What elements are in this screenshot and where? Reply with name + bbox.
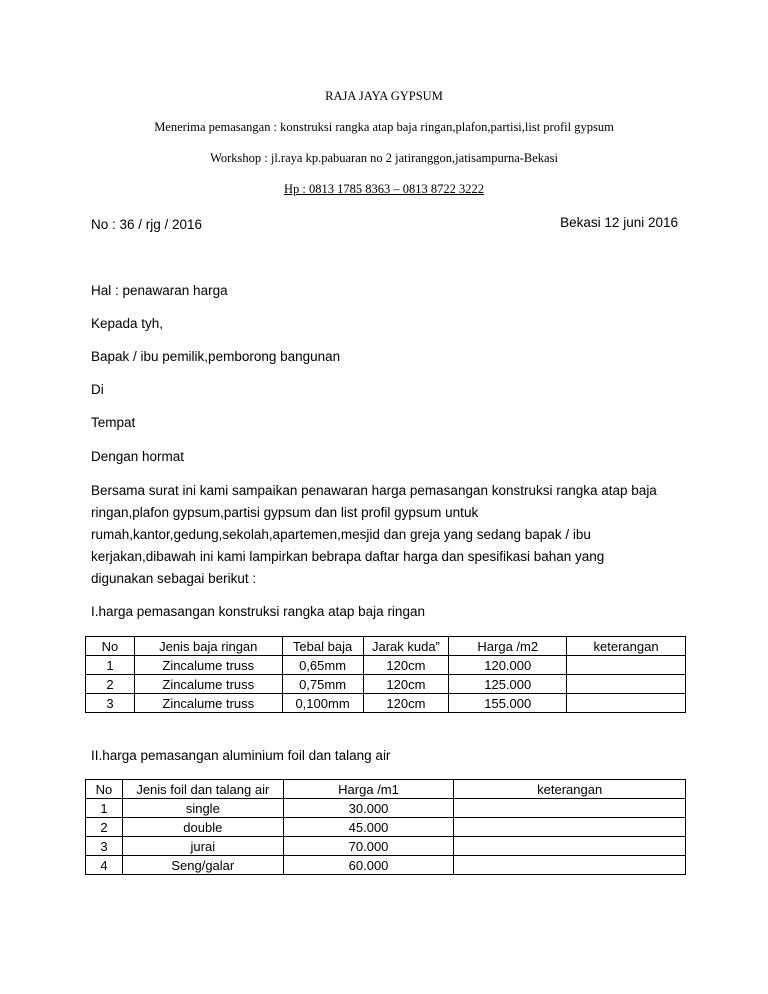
cell: 60.000 — [283, 856, 454, 875]
cell: single — [122, 799, 283, 818]
header-cell: Jenis baja ringan — [134, 637, 282, 656]
company-name: RAJA JAYA GYPSUM — [325, 89, 443, 103]
body-line: rumah,kantor,gedung,sekolah,apartemen,mesjid dan greja yang sedang bapak / ibu — [91, 527, 591, 542]
header-cell: Harga /m2 — [449, 637, 567, 656]
cell: 0,100mm — [282, 694, 363, 713]
cell: 45.000 — [283, 818, 454, 837]
cell — [567, 694, 686, 713]
table-row — [86, 675, 686, 694]
header-cell: Tebal baja — [282, 637, 363, 656]
cell: jurai — [122, 837, 283, 856]
cell: Zincalume truss — [134, 656, 282, 675]
workshop-address: Workshop : jl.raya kp.pabuaran no 2 jatiranggon,jatisampurna-Bekasi — [210, 151, 558, 165]
cell: 2 — [86, 675, 135, 694]
header-cell: Jarak kuda” — [363, 637, 449, 656]
letter-subject: Hal : penawaran harga — [91, 283, 228, 298]
section2-title: II.harga pemasangan aluminium foil dan talang air — [91, 748, 391, 763]
header-cell: keterangan — [454, 780, 686, 799]
table-row — [86, 656, 686, 675]
table-header-row — [86, 780, 686, 799]
table-row — [86, 837, 686, 856]
cell: 70.000 — [283, 837, 454, 856]
table-row — [86, 799, 686, 818]
cell — [454, 837, 686, 856]
header-cell: No — [86, 780, 123, 799]
table-header-row — [86, 637, 686, 656]
cell: Zincalume truss — [134, 694, 282, 713]
cell — [567, 656, 686, 675]
letter-recipient: Bapak / ibu pemilik,pemborong bangunan — [91, 349, 341, 364]
table-row — [86, 694, 686, 713]
cell: Zincalume truss — [134, 675, 282, 694]
cell: 155.000 — [449, 694, 567, 713]
letter-greeting: Dengan hormat — [91, 449, 185, 464]
header-cell: keterangan — [567, 637, 686, 656]
cell: 2 — [86, 818, 123, 837]
table-row — [86, 856, 686, 875]
cell: 120cm — [363, 694, 449, 713]
price-table-foil — [85, 779, 686, 875]
cell: 1 — [86, 799, 123, 818]
cell: 0,75mm — [282, 675, 363, 694]
cell: 3 — [86, 694, 135, 713]
phone-numbers: Hp : 0813 1785 8363 – 0813 8722 3222 — [284, 182, 484, 196]
cell: 125.000 — [449, 675, 567, 694]
cell: 120cm — [363, 656, 449, 675]
letter-to: Kepada tyh, — [91, 316, 164, 331]
company-services: Menerima pemasangan : konstruksi rangka atap baja ringan,plafon,partisi,list profil gypsum — [154, 120, 614, 134]
body-line: ringan,plafon gypsum,partisi gypsum dan list profil gypsum untuk — [91, 505, 479, 520]
cell: 30.000 — [283, 799, 454, 818]
header-cell: Harga /m1 — [283, 780, 454, 799]
cell — [454, 799, 686, 818]
letter-date: Bekasi 12 juni 2016 — [560, 215, 678, 230]
cell — [454, 856, 686, 875]
body-line: digunakan sebagai berikut : — [91, 571, 257, 586]
letter-place: Tempat — [91, 415, 136, 430]
cell — [567, 675, 686, 694]
header-cell: No — [86, 637, 135, 656]
cell: 0,65mm — [282, 656, 363, 675]
header-cell: Jenis foil dan talang air — [122, 780, 283, 799]
body-line: kerjakan,dibawah ini kami lampirkan bebrapa daftar harga dan spesifikasi bahan yang — [91, 549, 605, 564]
price-table-truss — [85, 636, 686, 713]
table-row — [86, 818, 686, 837]
cell: 4 — [86, 856, 123, 875]
cell: 120cm — [363, 675, 449, 694]
cell: 1 — [86, 656, 135, 675]
body-line: Bersama surat ini kami sampaikan penawaran harga pemasangan konstruksi rangka atap baja — [91, 483, 657, 498]
cell: 3 — [86, 837, 123, 856]
cell: 120.000 — [449, 656, 567, 675]
cell: Seng/galar — [122, 856, 283, 875]
letter-number: No : 36 / rjg / 2016 — [91, 217, 203, 232]
section1-title: I.harga pemasangan konstruksi rangka atap baja ringan — [91, 604, 425, 619]
cell: double — [122, 818, 283, 837]
letter-di: Di — [91, 382, 104, 397]
cell — [454, 818, 686, 837]
